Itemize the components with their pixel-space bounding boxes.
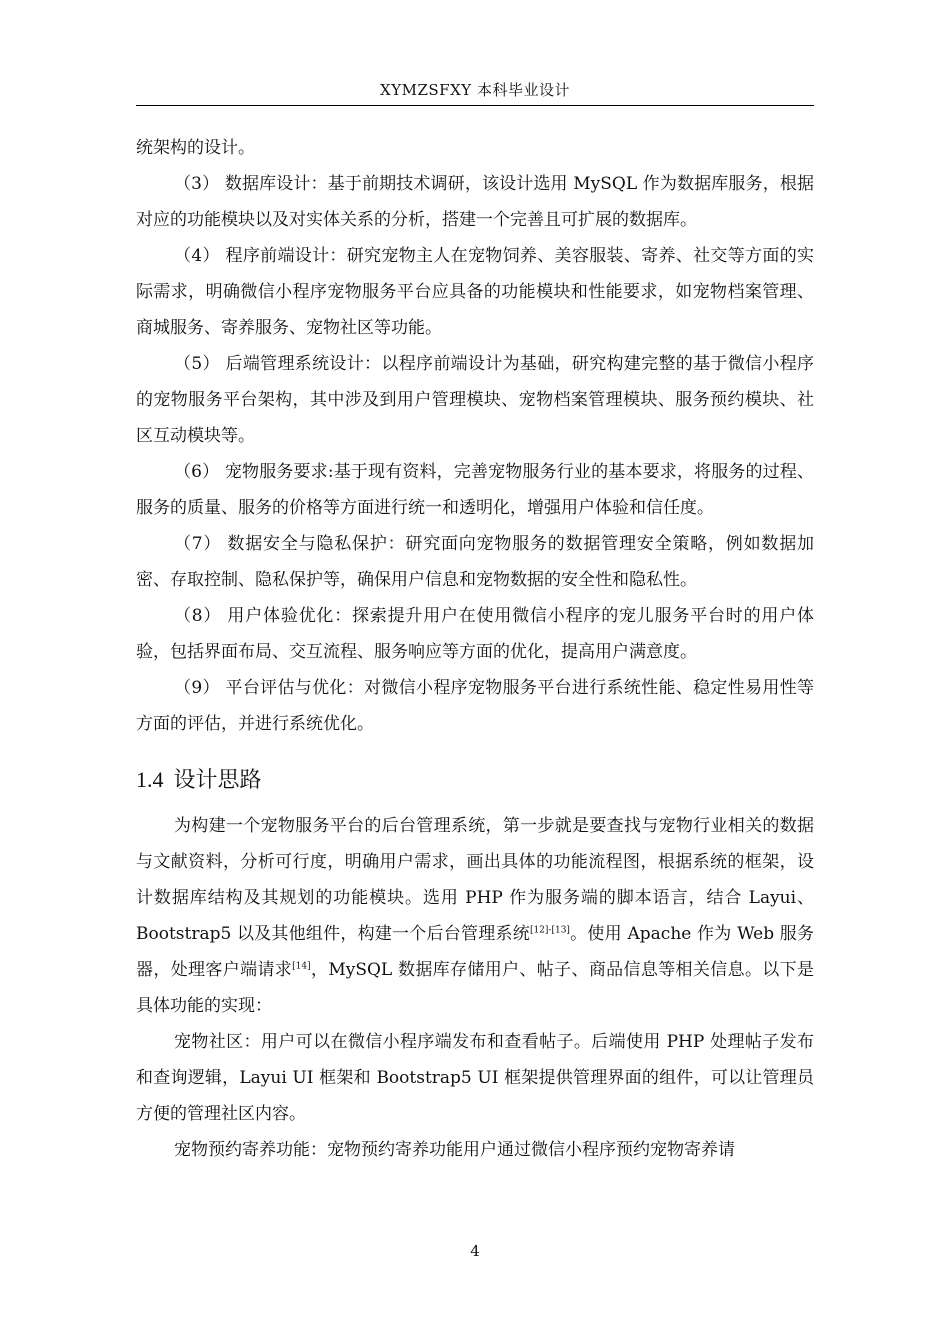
list-item-number: （7） (174, 534, 222, 554)
list-item (136, 238, 814, 346)
list-item-number: （3） (174, 174, 220, 194)
citation-superscript: [12]-[13] (529, 925, 570, 936)
list-item-text: 数据库设计：基于前期技术调研，该设计选用 MySQL 作为数据库服务，根据对应的功能模块以及对实体关系的分析，搭建一个完善且可扩展的数据库。 (136, 174, 814, 230)
header-divider (136, 105, 814, 106)
body-paragraph: 宠物社区：用户可以在微信小程序端发布和查看帖子。后端使用 PHP 处理帖子发布和查询逻辑，Layui UI 框架和 Bootstrap5 UI 框架提供管理界面的组件，可以让管理员方便的管理社区内容。 (136, 1032, 814, 1124)
list-item-text: 数据安全与隐私保护：研究面向宠物服务的数据管理安全策略，例如数据加密、存取控制、隐私保护等，确保用户信息和宠物数据的安全性和隐私性。 (136, 534, 814, 590)
list-item-number: （8） (174, 606, 222, 626)
list-item-text: 后端管理系统设计：以程序前端设计为基础，研究构建完整的基于微信小程序的宠物服务平台架构，其中涉及到用户管理模块、宠物档案管理模块、服务预约模块、社区互动模块等。 (136, 354, 815, 446)
continued-paragraph: 统架构的设计。 (136, 138, 255, 158)
paragraph-text: 。使用 Apache 作为 Web 服务器，处理客户端请求 (136, 924, 814, 980)
body-paragraph: 宠物预约寄养功能：宠物预约寄养功能用户通过微信小程序预约宠物寄养请 (174, 1140, 735, 1160)
list-item-number: （6） (174, 462, 220, 482)
paragraph-text: ，MySQL 数据库存储用户、帖子、商品信息等相关信息。以下是具体功能的实现： (136, 960, 815, 1016)
section-heading (136, 742, 814, 808)
list-item (136, 346, 814, 454)
list-item-number: （5） (174, 354, 220, 374)
citation-superscript: [14] (292, 961, 311, 972)
body-paragraph (136, 808, 814, 1024)
list-item-number: （4） (174, 246, 220, 266)
list-item-text: 宠物服务要求:基于现有资料，完善宠物服务行业的基本要求，将服务的过程、服务的质量、服务的价格等方面进行统一和透明化，增强用户体验和信任度。 (136, 462, 814, 518)
list-item-text: 程序前端设计：研究宠物主人在宠物饲养、美容服装、寄养、社交等方面的实际需求，明确微信小程序宠物服务平台应具备的功能模块和性能要求，如宠物档案管理、商城服务、寄养服务、宠物社区等功能。 (136, 246, 815, 338)
list-item (136, 526, 814, 598)
list-item (136, 670, 814, 742)
section-title: 设计思路 (173, 767, 262, 792)
list-item-text: 用户体验优化：探索提升用户在使用微信小程序的宠儿服务平台时的用户体验，包括界面布局、交互流程、服务响应等方面的优化，提高用户满意度。 (136, 606, 814, 662)
list-item (136, 598, 814, 670)
list-item (136, 454, 814, 526)
paragraph-text: 为构建一个宠物服务平台的后台管理系统，第一步就是要查找与宠物行业相关的数据与文献资料，分析可行度，明确用户需求，画出具体的功能流程图，根据系统的框架，设计数据库结构及其规划的功能模块。选用 PHP 作为服务端的脚本语言，结合 Layui、Bootstrap5 以及其他组件，构建一个后台管理系统 (136, 816, 814, 944)
page-header: XYMZSFXY 本科毕业设计 (380, 81, 570, 99)
section-number: 1.4 (136, 767, 164, 792)
list-item (136, 166, 814, 238)
list-item-number: （9） (174, 678, 220, 698)
page-body (136, 130, 814, 1168)
list-item-text: 平台评估与优化：对微信小程序宠物服务平台进行系统性能、稳定性易用性等方面的评估，并进行系统优化。 (136, 678, 815, 734)
page-number: 4 (470, 1242, 480, 1260)
